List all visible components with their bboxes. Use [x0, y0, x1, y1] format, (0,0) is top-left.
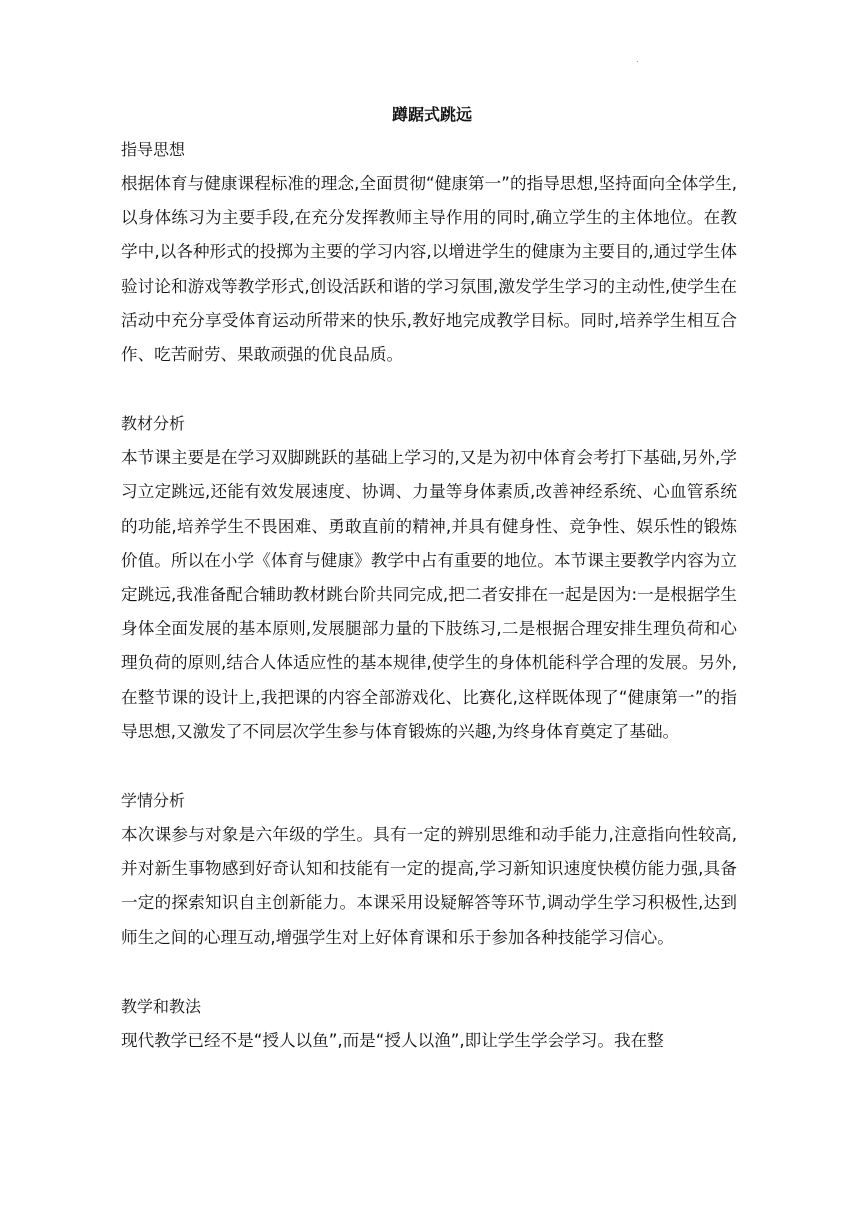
section-heading: 教材分析 — [121, 414, 186, 434]
section-paragraph: 本节课主要是在学习双脚跳跃的基础上学习的,又是为初中体育会考打下基础,另外,学习立定跳远,还能有效发展速度、协调、力量等身体素质,改善神经系统、心血管系统的功能,培养学生不畏困难、勇敢直前的精神,并具有健身性、竞争性、娱乐性的锻炼价值。所以在小学《体育与健康》教学中占有重要的地位。本节课主要教学内容为立定跳远,我准备配合辅助教材跳台阶共同完成,把二者安排在一起是因为:一是根据学生身体全面发展的基本原则,发展腿部力量的下肢练习,二是根据合理安排生理负荷和心理负荷的原则,结合人体适应性的基本规律,使学生的身体机能科学合理的发展。另外,在整节课的设计上,我把课的内容全部游戏化、比赛化,这样既体现了“健康第一”的指导思想,又激发了不同层次学生参与体育锻炼的兴趣,为终身体育奠定了基础。 — [121, 448, 737, 741]
section-student-analysis — [121, 784, 737, 955]
section-paragraph: 现代教学已经不是“授人以鱼”,而是“授人以渔”,即让学生学会学习。我在整 — [121, 1030, 664, 1050]
section-heading: 学情分析 — [121, 791, 186, 811]
section-paragraph: 本次课参与对象是六年级的学生。具有一定的辨别思维和动手能力,注意指向性较高,并对新生事物感到好奇认知和技能有一定的提高,学习新知识速度快模仿能力强,具备一定的探索知识自主创新能力。本课采用设疑解答等环节,调动学生学习积极性,达到师生之间的心理互动,增强学生对上好体育课和乐于参加各种技能学习信心。 — [121, 825, 737, 947]
section-heading: 教学和教法 — [121, 996, 202, 1016]
section-heading: 指导思想 — [121, 140, 186, 159]
page-mark: . — [636, 55, 639, 64]
section-paragraph: 根据体育与健康课程标准的理念,全面贯彻“健康第一”的指导思想,坚持面向全体学生,以身体练习为主要手段,在充分发挥教师主导作用的同时,确立学生的主体地位。在教学中,以各种形式的投掷为主要的学习内容,以增进学生的健康为主要目的,通过学生体验讨论和游戏等教学形式,创设活跃和谐的学习氛围,激发学生学习的主动性,使学生在活动中充分享受体育运动所带来的快乐,教好地完成教学目标。同时,培养学生相互合作、吃苦耐劳、果敢顽强的优良品质。 — [121, 174, 737, 365]
section-teaching-methods — [121, 990, 737, 1058]
section-material-analysis — [121, 407, 737, 749]
document-body — [121, 100, 737, 1058]
document-title: 蹲踞式跳远 — [391, 105, 472, 124]
section-guiding-ideology — [121, 133, 737, 372]
